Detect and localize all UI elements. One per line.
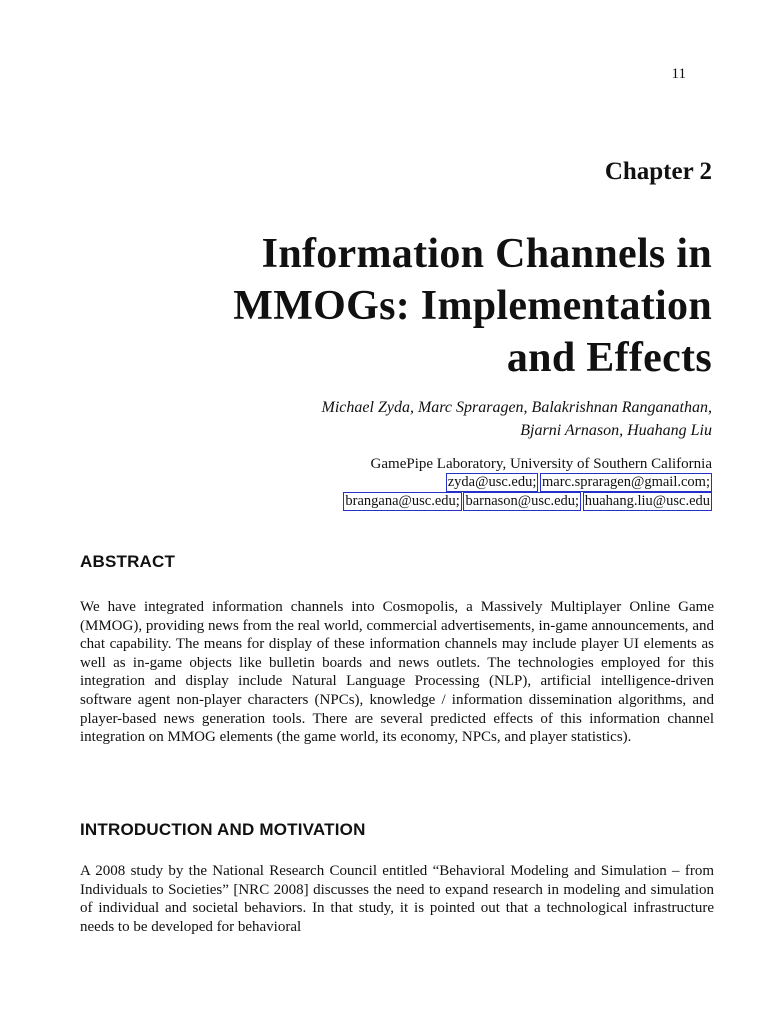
author-list [112,396,712,442]
email-link[interactable]: marc.spraragen@gmail.com; [542,474,710,490]
chapter-title [72,228,712,384]
abstract-paragraph: We have integrated information channels into Cosmopolis, a Massively Multiplayer Online Game (MMOG), providing news from the real world, commercial advertisements, in-game announcements, and chat capability. The means for display of these information channels may include player UI elements as well as in-game objects like bulletin boards and news outlets. The technologies employed for this integration and display include Natural Language Processing (NLP), artificial intelligence-driven software agent non-player characters (NPCs), knowledge / information dissemination algorithms, and player-based news generation tools. There are several predicted effects of this information channel integration on MMOG elements (the game world, its economy, NPCs, and player statistics). [80,599,714,746]
author-line: Bjarni Arnason, Huahang Liu [520,422,712,439]
chapter-title-line: and Effects [506,335,712,381]
email-line [112,473,712,492]
abstract-heading: ABSTRACT [80,552,176,571]
email-link[interactable]: barnason@usc.edu; [465,493,580,509]
introduction-heading: INTRODUCTION AND MOTIVATION [80,820,366,839]
email-link[interactable]: brangana@usc.edu; [345,493,460,509]
introduction-paragraph: A 2008 study by the National Research Council entitled “Behavioral Modeling and Simulation – from Individuals to Societies” [NRC 2008] discusses the need to expand research in modeling and simulation of individual and societal behaviors. In that study, it is pointed out that a technological infrastructure needs to be developed for behavioral [80,863,714,935]
chapter-title-line: Information Channels in [261,231,712,277]
author-line: Michael Zyda, Marc Spraragen, Balakrishnan Ranganathan, [321,399,712,416]
email-link[interactable]: huahang.liu@usc.edu [584,493,710,509]
affiliation-name: GamePipe Laboratory, University of Southern California [370,456,712,472]
email-link[interactable]: zyda@usc.edu; [447,474,537,490]
affiliation-block [112,455,712,511]
page-number: 11 [671,66,686,82]
chapter-label: Chapter 2 [604,158,712,185]
email-line [112,492,712,511]
chapter-title-line: MMOGs: Implementation [233,283,712,329]
